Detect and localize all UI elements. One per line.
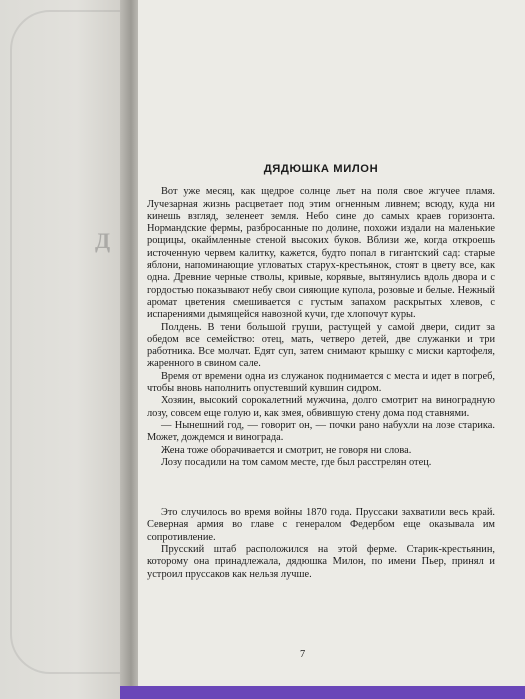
paragraph: Жена тоже оборачивается и смотрит, не говоря ни слова. xyxy=(161,444,412,456)
left-page xyxy=(0,0,128,699)
paragraph: Вот уже месяц, как щедрое солнце льет на поля свое жгучее пламя. Лучезарная жизнь расцветает под этим огненным ливнем; всюду, куда ни кинешь взгляд, зеленеет земля. Небо сине до самых краев горизонта. Нормандские фермы, разбросанные по долине, похожи издали на маленькие рощицы, окаймленные стеной высоких буков. Вблизи же, когда откроешь источенную червем калитку, кажется, будто попал в гигантский сад: старые яблони, напоминающие угловатых старух-крестьянок, стоят в цвету все, как одна. Древние черные стволы, кривые, корявые, вытянулись вдоль двора и с гордостью показывают небу свои сияющие купола, розовые и белые. Нежный аромат цветения смешивается с густым запахом раскрытых хлевов, с испарениями дымящейся навозной кучи, где хлопочут куры. xyxy=(147,186,495,321)
paragraph: Полдень. В тени большой груши, растущей у самой двери, сидит за обедом все семейство: отец, мать, четверо детей, две служанки и три работника. Все молчат. Едят суп, затем снимают крышку с миски картофеля, жаренного в свином сале. xyxy=(147,321,495,370)
paragraph: Лозу посадили на том самом месте, где был расстрелян отец. xyxy=(161,456,432,468)
section-break xyxy=(147,469,495,507)
paragraph: Хозяин, высокий сорокалетний мужчина, долго смотрит на виноградную лозу, совсем еще голую и, как змея, обвившую стену дома под ставнями. xyxy=(147,395,495,419)
paragraph: Прусский штаб расположился на этой ферме. Старик-крестьянин, которому она принадлежала, дядюшка Милон, по имени Пьер, принял и устроил пруссаков как нельзя лучше. xyxy=(147,544,495,580)
paragraph: Это случилось во время войны 1870 года. Пруссаки захватили весь край. Северная армия во главе с генералом Федербом еще оказывала им сопротивление. xyxy=(147,507,495,543)
page-number: 7 xyxy=(300,649,306,660)
paragraph: — Нынешний год, — говорит он, — почки рано набухли на лозе старика. Может, дождемся и винограда. xyxy=(147,419,495,444)
story-title: ДЯДЮШКА МИЛОН xyxy=(263,163,379,175)
background-edge xyxy=(120,686,525,699)
left-page-bleed-through: Д xyxy=(95,228,111,253)
left-page-ornament xyxy=(10,10,128,674)
page-content xyxy=(147,163,495,581)
paragraph: Время от времени одна из служанок поднимается с места и идет в погреб, чтобы вновь наполнить опустевший кувшин сидром. xyxy=(147,370,495,395)
